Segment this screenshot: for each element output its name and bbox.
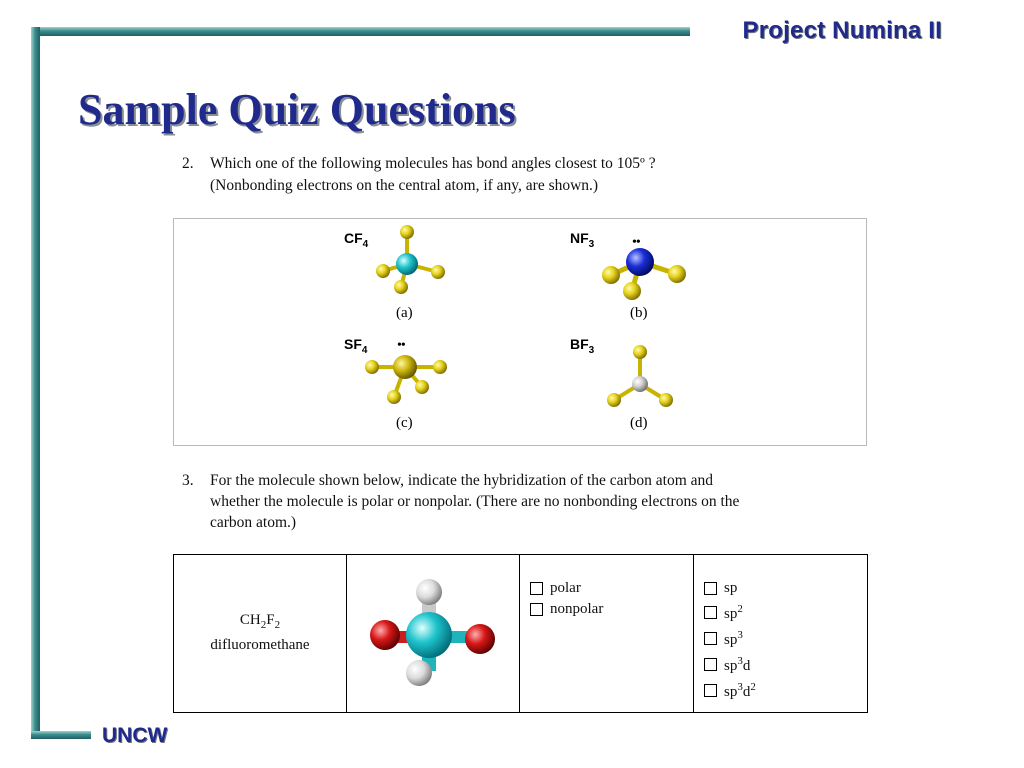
question-2-number: 2.	[182, 155, 194, 172]
hybrid-option-sp3d2[interactable]	[704, 677, 867, 703]
cf4-model	[376, 225, 445, 294]
molecule-figure	[173, 218, 867, 446]
slide-left-bar	[31, 27, 40, 739]
polar-checkbox[interactable]	[530, 582, 543, 595]
question-3-number: 3.	[182, 472, 194, 489]
hybrid-label: $sp^3d$	[724, 655, 751, 674]
hybrid-checkbox[interactable]	[704, 606, 717, 619]
hybrid-option-sp3[interactable]	[704, 625, 867, 651]
compound-formula: $CH_2F_2$	[239, 612, 281, 631]
header-brand: Project Numina II	[742, 17, 942, 44]
molecule-drawings	[174, 219, 866, 445]
polar-option[interactable]	[530, 578, 693, 599]
compound-name: difluoromethane	[210, 637, 310, 653]
nonpolar-option[interactable]	[530, 599, 693, 620]
slide-bottom-bar	[31, 731, 91, 739]
hybrid-option-sp3d[interactable]	[704, 651, 867, 677]
hybrid-label: sp	[724, 580, 738, 596]
hybrid-checkbox[interactable]	[704, 582, 717, 595]
hybrid-label: $sp^3d^2$	[724, 681, 756, 700]
molecule-c-letter: (c)	[396, 415, 413, 431]
molecule-a-formula: $CF_4$	[344, 230, 369, 250]
question-2	[182, 153, 802, 197]
question-3-line1: For the molecule shown below, indicate the hybridization of the carbon atom and	[210, 472, 714, 489]
molecule-a-letter: (a)	[396, 305, 413, 321]
ch2f2-model	[347, 555, 520, 707]
bf3-model	[607, 345, 673, 407]
molecule-d-formula: $BF_3$	[570, 336, 595, 356]
hybridization-cell	[694, 555, 868, 713]
answer-table	[173, 554, 868, 713]
nonpolar-label: nonpolar	[550, 601, 604, 617]
molecule-b-formula: $NF_3$	[570, 230, 595, 250]
hybrid-label: $sp^3$	[724, 629, 743, 648]
footer-brand: UNCW	[102, 724, 168, 747]
question-3-line3: carbon atom.)	[210, 514, 297, 531]
hybrid-option-sp2[interactable]	[704, 599, 867, 625]
hybrid-checkbox[interactable]	[704, 684, 717, 697]
polar-label: polar	[550, 580, 581, 596]
question-2-line1: Which one of the following molecules has bond angles closest to 105º ?	[210, 155, 656, 172]
question-3-line2: whether the molecule is polar or nonpolar. (There are no nonbonding electrons on the	[210, 493, 740, 510]
nf3-model	[602, 248, 686, 300]
molecule-d-letter: (d)	[630, 415, 648, 431]
hybrid-option-sp[interactable]	[704, 578, 867, 599]
nf3-lone-pair: ••	[632, 235, 640, 250]
question-3	[182, 470, 872, 536]
molecule-b-letter: (b)	[630, 305, 648, 321]
question-2-line2: (Nonbonding electrons on the central atom, if any, are shown.)	[210, 177, 599, 194]
hybrid-checkbox[interactable]	[704, 632, 717, 645]
slide-top-bar	[31, 27, 690, 36]
nonpolar-checkbox[interactable]	[530, 603, 543, 616]
polarity-cell	[520, 555, 694, 713]
molecule-c-formula: $SF_4$	[344, 336, 368, 356]
model-cell	[347, 555, 520, 713]
sf4-model	[365, 355, 447, 404]
compound-cell	[174, 555, 347, 713]
sf4-lone-pair: ••	[397, 338, 405, 353]
hybrid-label: $sp^2$	[724, 603, 743, 622]
hybrid-checkbox[interactable]	[704, 658, 717, 671]
page-title: Sample Quiz Questions	[78, 85, 516, 134]
